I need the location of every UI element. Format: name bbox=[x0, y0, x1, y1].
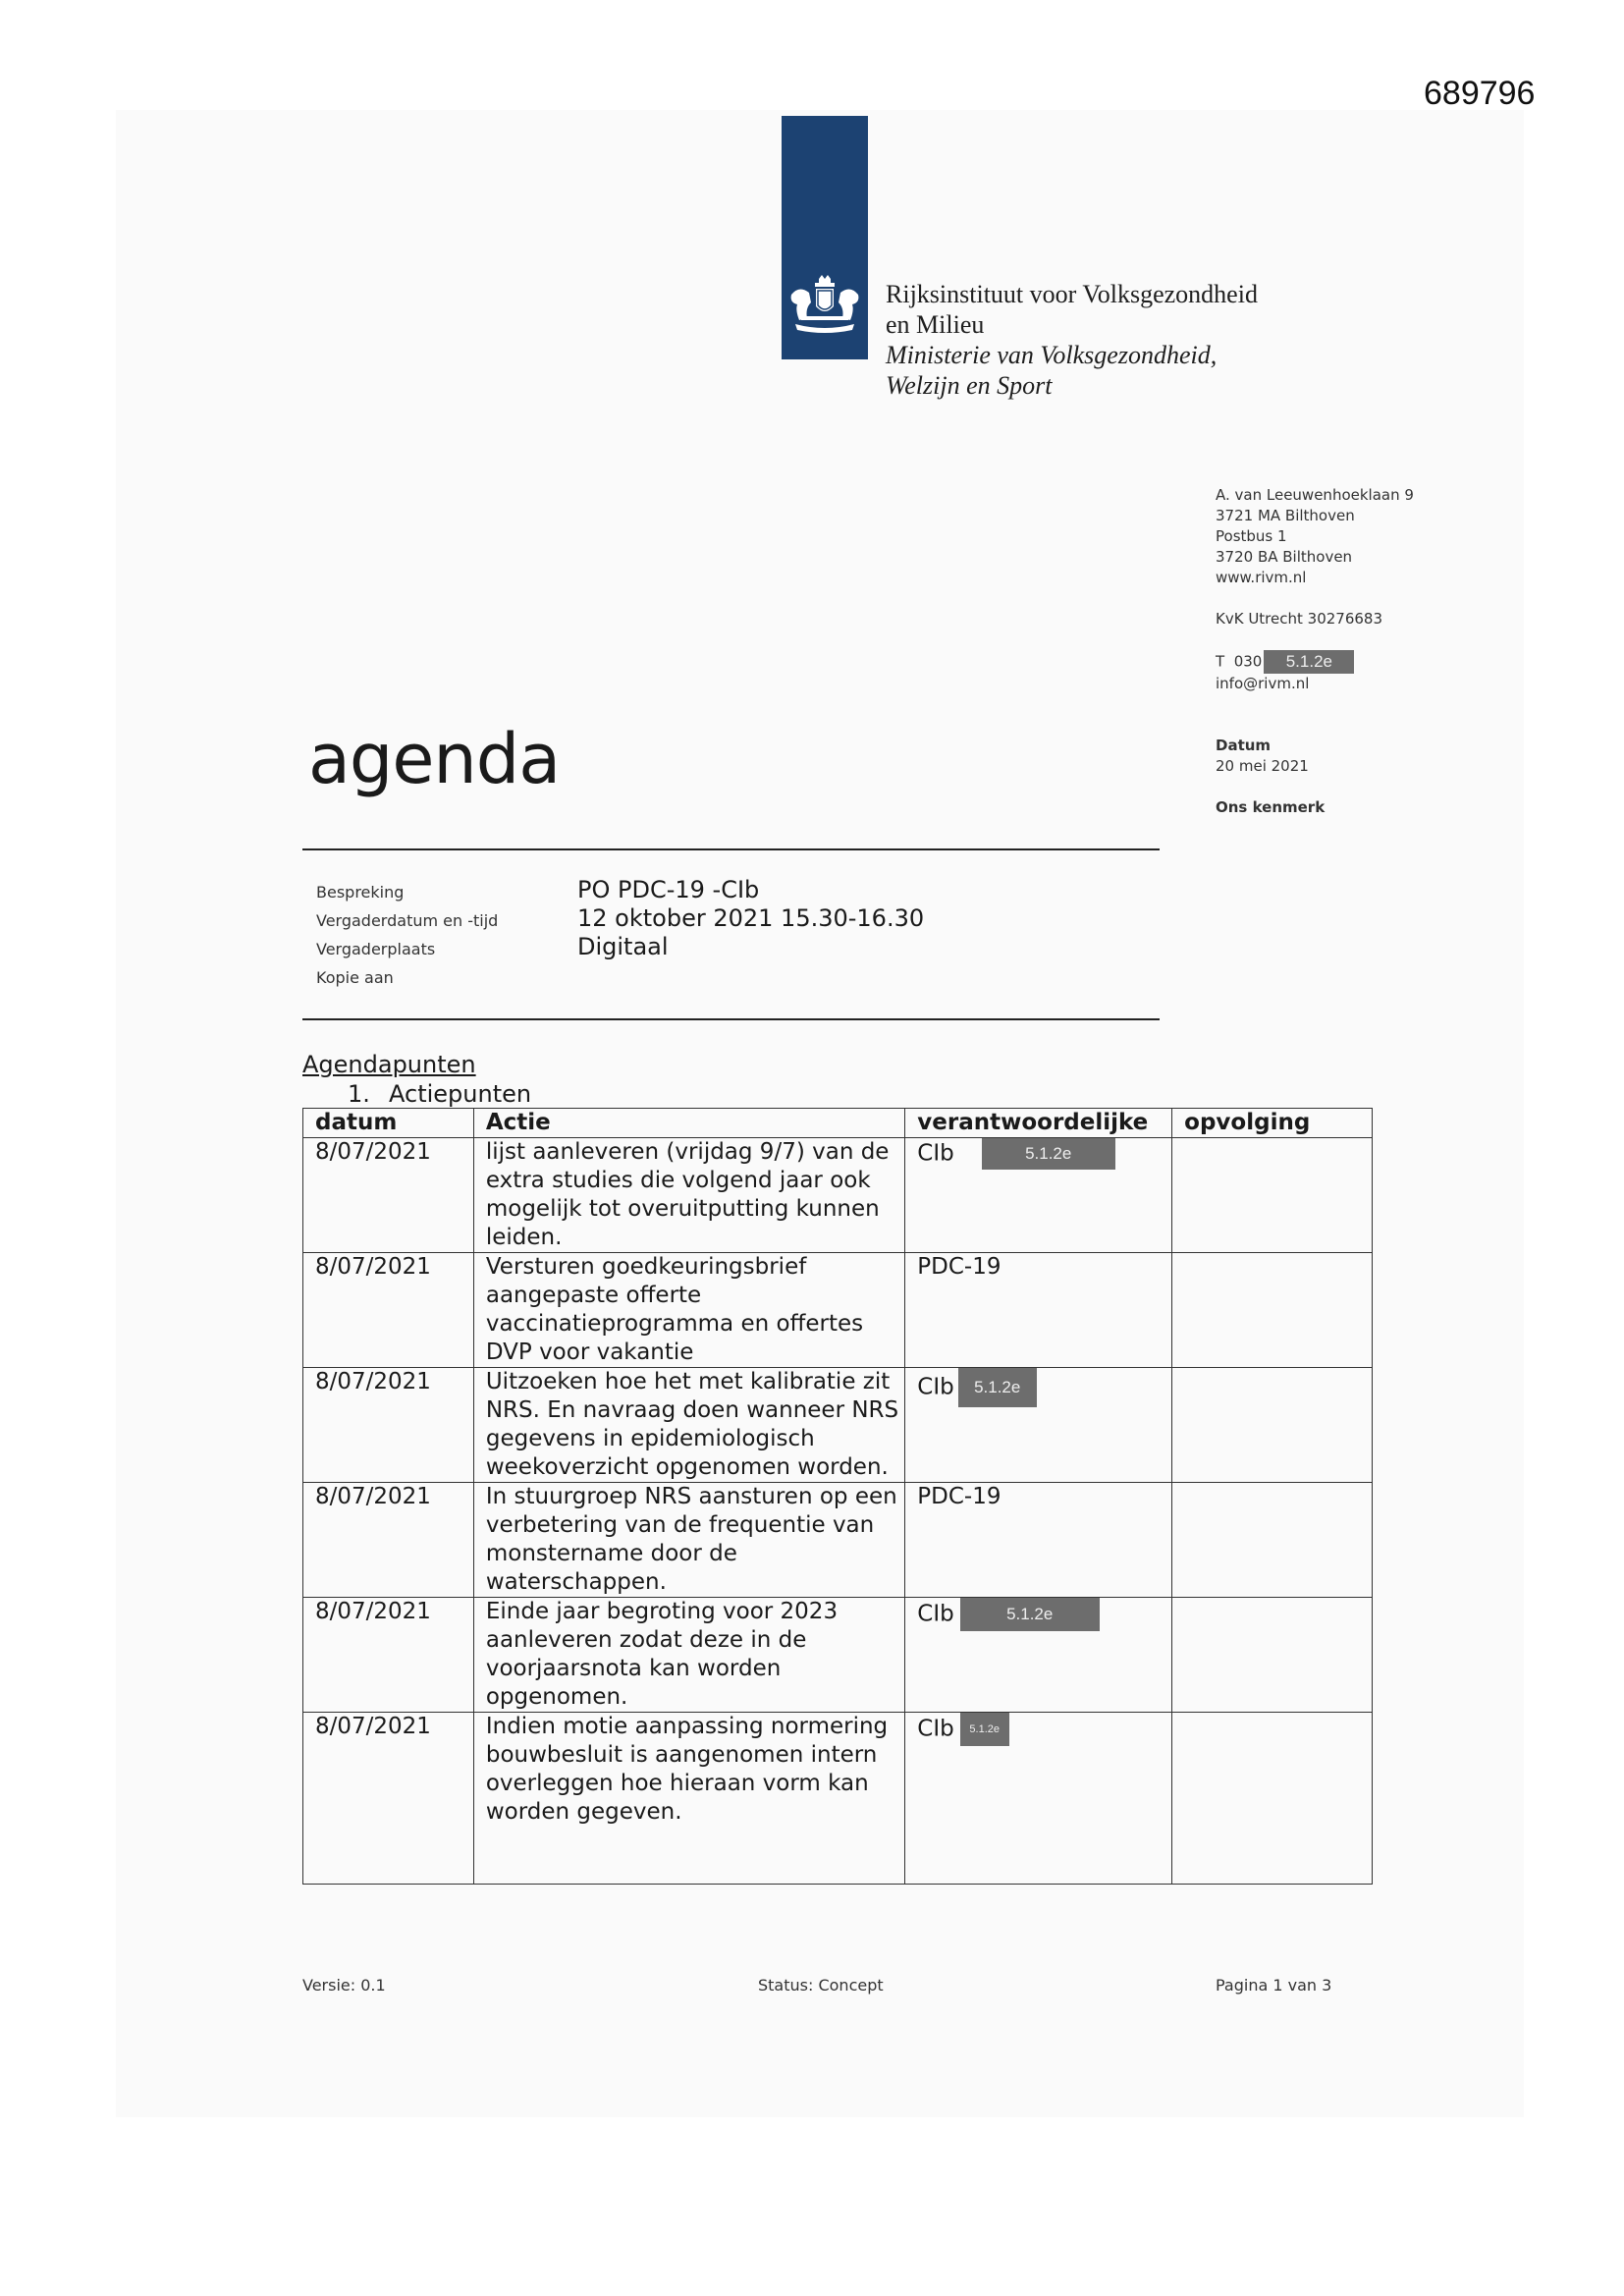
cell-actie: In stuurgroep NRS aansturen op een verbetering van de frequentie van monstername door de waterschappen. bbox=[473, 1483, 904, 1598]
org-line-1: Rijksinstituut voor Volksgezondheid bbox=[886, 280, 1258, 308]
agenda-item-label: Actiepunten bbox=[389, 1080, 532, 1108]
redaction-box: 5.1.2e bbox=[960, 1713, 1009, 1746]
address-postbus: Postbus 1 bbox=[1216, 527, 1287, 545]
date-value: 20 mei 2021 bbox=[1216, 757, 1309, 775]
redaction-box: 5.1.2e bbox=[982, 1138, 1115, 1170]
cell-actie: Indien motie aanpassing normering bouwbesluit is aangenomen intern overleggen hoe hieraan vorm kan worden gegeven. bbox=[473, 1713, 904, 1885]
organization-name bbox=[886, 279, 1258, 401]
table-row bbox=[303, 1138, 1373, 1253]
column-header-verantwoordelijke: verantwoordelijke bbox=[905, 1109, 1172, 1138]
royal-coat-of-arms-icon bbox=[785, 273, 864, 338]
cell-opvolging bbox=[1172, 1138, 1373, 1253]
cell-actie: Uitzoeken hoe het met kalibratie zit NRS. En navraag doen wanneer NRS gegevens in epidemiologisch weekoverzicht opgenomen worden. bbox=[473, 1368, 904, 1483]
agenda-item bbox=[348, 1080, 531, 1108]
responsible-text: CIb bbox=[917, 1140, 954, 1167]
action-items-table bbox=[302, 1108, 1373, 1885]
cell-verantwoordelijke bbox=[905, 1483, 1172, 1598]
reference-label: Ons kenmerk bbox=[1216, 798, 1326, 816]
column-header-actie: Actie bbox=[473, 1109, 904, 1138]
table-row bbox=[303, 1253, 1373, 1368]
divider-bottom bbox=[302, 1018, 1160, 1020]
address-street: A. van Leeuwenhoeklaan 9 bbox=[1216, 486, 1414, 504]
responsible-text: PDC-19 bbox=[917, 1254, 1001, 1280]
document-number: 689796 bbox=[1424, 75, 1536, 112]
address-postbus-city: 3720 BA Bilthoven bbox=[1216, 548, 1353, 566]
table-row bbox=[303, 1713, 1373, 1885]
column-header-opvolging: opvolging bbox=[1172, 1109, 1373, 1138]
cell-datum: 8/07/2021 bbox=[303, 1253, 474, 1368]
cell-opvolging bbox=[1172, 1598, 1373, 1713]
cell-opvolging bbox=[1172, 1253, 1373, 1368]
ministry-line-1: Ministerie van Volksgezondheid, bbox=[886, 341, 1218, 369]
agenda-heading: Agendapunten bbox=[302, 1051, 476, 1078]
meta-values bbox=[577, 876, 924, 961]
meta-label-datetime: Vergaderdatum en -tijd bbox=[316, 911, 499, 930]
table-row bbox=[303, 1598, 1373, 1713]
meta-value-location: Digitaal bbox=[577, 933, 669, 960]
cell-opvolging bbox=[1172, 1368, 1373, 1483]
agenda-item-number: 1. bbox=[348, 1080, 370, 1108]
meta-label-copy: Kopie aan bbox=[316, 968, 394, 987]
cell-verantwoordelijke bbox=[905, 1138, 1172, 1253]
cell-verantwoordelijke bbox=[905, 1253, 1172, 1368]
address-kvk: KvK Utrecht 30276683 bbox=[1216, 610, 1382, 628]
redaction-box: 5.1.2e bbox=[958, 1368, 1037, 1407]
cell-verantwoordelijke bbox=[905, 1598, 1172, 1713]
phone-redaction: 5.1.2e bbox=[1264, 650, 1354, 674]
cell-datum: 8/07/2021 bbox=[303, 1368, 474, 1483]
responsible-text: CIb bbox=[917, 1374, 954, 1400]
footer-status: Status: Concept bbox=[758, 1976, 884, 1995]
responsible-text: CIb bbox=[917, 1716, 954, 1742]
cell-opvolging bbox=[1172, 1713, 1373, 1885]
address-postcode: 3721 MA Bilthoven bbox=[1216, 507, 1355, 524]
org-line-2: en Milieu bbox=[886, 310, 985, 339]
address-block bbox=[1216, 485, 1414, 818]
cell-actie: Einde jaar begroting voor 2023 aanleveren zodat deze in de voorjaarsnota kan worden opgenomen. bbox=[473, 1598, 904, 1713]
cell-datum: 8/07/2021 bbox=[303, 1598, 474, 1713]
page-title: agenda bbox=[308, 719, 561, 799]
date-label: Datum bbox=[1216, 737, 1272, 754]
cell-datum: 8/07/2021 bbox=[303, 1138, 474, 1253]
footer-page: Pagina 1 van 3 bbox=[1216, 1976, 1332, 1995]
address-website: www.rivm.nl bbox=[1216, 569, 1307, 586]
meta-label-bespreking: Bespreking bbox=[316, 883, 405, 902]
column-header-datum: datum bbox=[303, 1109, 474, 1138]
footer-version: Versie: 0.1 bbox=[302, 1976, 386, 1995]
cell-verantwoordelijke bbox=[905, 1713, 1172, 1885]
address-phone bbox=[1216, 650, 1414, 674]
divider-top bbox=[302, 848, 1160, 850]
address-email: info@rivm.nl bbox=[1216, 675, 1310, 692]
cell-opvolging bbox=[1172, 1483, 1373, 1598]
table-row bbox=[303, 1483, 1373, 1598]
meta-labels bbox=[316, 878, 498, 992]
redaction-box: 5.1.2e bbox=[960, 1598, 1100, 1631]
meta-value-datetime: 12 oktober 2021 15.30-16.30 bbox=[577, 904, 925, 932]
phone-prefix: 030 bbox=[1233, 652, 1263, 671]
cell-verantwoordelijke bbox=[905, 1368, 1172, 1483]
phone-label: T bbox=[1216, 652, 1225, 671]
responsible-text: PDC-19 bbox=[917, 1484, 1001, 1509]
cell-datum: 8/07/2021 bbox=[303, 1713, 474, 1885]
responsible-text: CIb bbox=[917, 1601, 954, 1627]
meta-value-bespreking: PO PDC-19 -CIb bbox=[577, 876, 760, 903]
table-row bbox=[303, 1368, 1373, 1483]
cell-datum: 8/07/2021 bbox=[303, 1483, 474, 1598]
table-header-row bbox=[303, 1109, 1373, 1138]
cell-actie: lijst aanleveren (vrijdag 9/7) van de extra studies die volgend jaar ook mogelijk tot overuitputting kunnen leiden. bbox=[473, 1138, 904, 1253]
cell-actie: Versturen goedkeuringsbrief aangepaste offerte vaccinatieprogramma en offertes DVP voor vakantie bbox=[473, 1253, 904, 1368]
meta-label-location: Vergaderplaats bbox=[316, 940, 436, 958]
ministry-line-2: Welzijn en Sport bbox=[886, 371, 1053, 400]
